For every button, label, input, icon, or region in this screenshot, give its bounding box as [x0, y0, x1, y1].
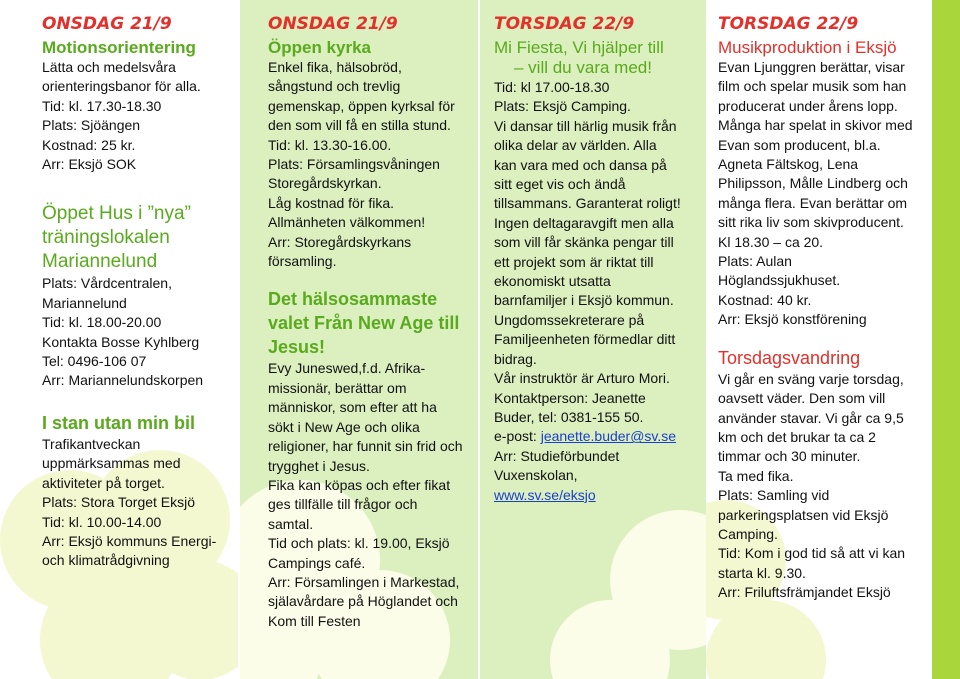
title-line: träningslokalen	[42, 227, 170, 249]
text-line: församling.	[268, 253, 337, 270]
text-line: Vår instruktör är Arturo Mori.	[494, 370, 670, 387]
event-title: Musikproduktion i Eksjö	[718, 38, 897, 57]
event-title: I stan utan min bil	[42, 412, 196, 433]
event-title: Motionsorientering	[42, 38, 196, 57]
text-line: tillsammans. Garanterat roligt!	[494, 195, 681, 212]
email-link[interactable]: jeanette.buder@sv.se	[540, 428, 677, 445]
event-details	[42, 58, 238, 174]
title-line: Jesus!	[268, 337, 326, 358]
text-line: Allmänheten välkommen!	[268, 214, 426, 231]
text-line: många flera. Evan berättar om	[718, 194, 908, 211]
text-line: Arr: Eksjö konstförening	[718, 311, 867, 328]
text-line: som vill får skänka pengar till	[494, 234, 674, 251]
column-1	[0, 0, 238, 679]
text-line: Plats: Sjöängen	[42, 117, 141, 134]
text-line: Arr: Mariannelundskorpen	[42, 372, 204, 389]
text-line: Arr: Friluftsfrämjandet Eksjö	[718, 584, 891, 601]
text-line: Fika kan köpas och efter fikat	[268, 476, 451, 493]
text-line: och klimatrådgivning	[42, 552, 170, 569]
text-line: missionär, berättar om	[268, 379, 407, 396]
text-line: Storegårdskyrkan.	[268, 175, 382, 192]
text-line: Evan Ljunggren berättar, visar	[718, 59, 905, 75]
event-details	[718, 370, 932, 603]
text-line: Plats: Eksjö Camping.	[494, 98, 631, 115]
text-line: Buder, tel: 0381-155 50.	[494, 408, 644, 425]
text-line: Höglandssjukhuset.	[718, 272, 841, 289]
accent-bar	[932, 0, 960, 679]
event-title: Torsdagsvandring	[718, 347, 861, 368]
text-line: Tid: kl. 10.00-14.00	[42, 513, 162, 530]
day-heading: TORSDAG 22/9	[494, 14, 635, 34]
text-line: Plats: Stora Torget Eksjö	[42, 494, 196, 511]
text-line: gemenskap, öppen kyrksal för	[268, 97, 455, 114]
text-line: Tid: kl. 17.30-18.30	[42, 97, 162, 114]
text-line: Campings café.	[268, 554, 366, 571]
column-2	[240, 0, 478, 679]
event-title	[494, 38, 706, 78]
text-line: Mariannelund	[42, 294, 127, 311]
text-line: Många har spelat in skivor med	[718, 117, 913, 134]
text-line: Plats: Församlingsvåningen	[268, 156, 440, 173]
text-line: parkeringsplatsen vid Eksjö	[718, 506, 889, 523]
text-line: Kostnad: 25 kr.	[42, 136, 136, 153]
text-line: km och det brukar ta ca 2	[718, 428, 876, 445]
text-line: Arr: Eksjö SOK	[42, 156, 137, 173]
text-line: Familjeenheten förmedlar ditt	[494, 331, 676, 348]
text-line: Ta med fika.	[718, 467, 794, 484]
text-line: sitt eget vis och ändå	[494, 176, 626, 193]
text-line: Lätta och medelsvåra	[42, 59, 176, 75]
title-line: – vill du vara med!	[514, 58, 652, 77]
day-heading: ONSDAG 21/9	[42, 14, 172, 34]
text-line: starta kl. 9.30.	[718, 564, 806, 581]
text-line: Arr: Storegårdskyrkans	[268, 233, 412, 250]
text-line: ekonomiskt utsatta	[494, 273, 611, 290]
text-line: Ingen deltagaravgift men alla	[494, 214, 674, 231]
text-line: Arr: Eksjö kommuns Energi-	[42, 532, 217, 549]
event-details	[494, 78, 706, 505]
text-line: Arr: Studieförbundet	[494, 447, 620, 464]
text-line: religioner, har funnit sin frid och	[268, 438, 463, 455]
text-line: Enkel fika, hälsobröd,	[268, 59, 402, 75]
text-line: människor, som efter att ha	[268, 399, 437, 416]
text-line: sångstund och trevlig	[268, 78, 401, 95]
text-line: Kostnad: 40 kr.	[718, 291, 812, 308]
event-title: Öppen kyrka	[268, 38, 371, 57]
day-heading: ONSDAG 21/9	[268, 14, 398, 34]
event-title	[268, 287, 478, 359]
event-details	[718, 58, 932, 330]
text-line: Philipsson, Målle Lindberg och	[718, 175, 908, 192]
text-line: kan vara med och dansa på	[494, 156, 667, 173]
text-line: producerat under årens lopp.	[718, 97, 898, 114]
text-line	[494, 486, 706, 505]
column-4	[706, 0, 932, 679]
text-line: bidrag.	[494, 350, 537, 367]
event-details	[42, 274, 238, 390]
title-line: valet Från New Age till	[268, 313, 460, 334]
text-line: Evan som producent, bl.a.	[718, 136, 881, 153]
website-link[interactable]: www.sv.se/eksjo	[494, 486, 596, 503]
text-line: Plats: Aulan	[718, 253, 792, 270]
title-line: Det hälsosammaste	[268, 289, 438, 310]
text-line: timmar och 30 minuter.	[718, 448, 861, 465]
event-details	[268, 359, 478, 631]
text-line: Tid: kl 17.00-18.30	[494, 79, 610, 95]
text-line: Tel: 0496-106 07	[42, 353, 147, 370]
text-line: Evy Juneswed,f.d. Afrika-	[268, 360, 426, 377]
text-line: aktiviteter på torget.	[42, 474, 165, 491]
text-line: Trafikantveckan	[42, 435, 141, 452]
text-line: Plats: Samling vid	[718, 487, 830, 504]
event-details	[42, 435, 238, 571]
text-line: ett projekt som är riktat till	[494, 253, 654, 270]
title-line: Mi Fiesta, Vi hjälper till	[494, 38, 664, 57]
text-line: orienteringsbanor för alla.	[42, 78, 201, 95]
text-line: ges tillfälle till frågor och	[268, 496, 418, 513]
text-line: trygghet i Jesus.	[268, 457, 370, 474]
text-line: Kom till Festen	[268, 612, 361, 629]
text-line: Låg kostnad för fika.	[268, 194, 395, 211]
text-line: Kontakta Bosse Kyhlberg	[42, 333, 200, 350]
text-line: Tid och plats: kl. 19.00, Eksjö	[268, 535, 450, 552]
email-label: e-post:	[494, 428, 541, 445]
text-line: Vi går en sväng varje torsdag,	[718, 370, 904, 387]
text-line: barnfamiljer i Eksjö kommun.	[494, 292, 674, 309]
text-line: den som vill få en stilla stund.	[268, 117, 451, 134]
event-details	[268, 58, 478, 271]
title-line: Mariannelund	[42, 251, 158, 273]
text-line: använder stavar. Vi går ca 9,5	[718, 409, 904, 426]
text-line	[494, 427, 706, 446]
text-line: oavsett väder. Den som vill	[718, 390, 886, 407]
text-line: själavårdare på Höglandet och	[268, 593, 458, 610]
text-line: Ungdomssekreterare på	[494, 311, 645, 328]
title-line: Öppet Hus i ”nya”	[42, 203, 191, 225]
text-line: sökt i New Age och olika	[268, 418, 420, 435]
text-line: Kontaktperson: Jeanette	[494, 389, 646, 406]
text-line: Plats: Vårdcentralen,	[42, 275, 172, 292]
day-heading: TORSDAG 22/9	[718, 14, 859, 34]
text-line: Camping.	[718, 525, 778, 542]
event-title	[42, 202, 238, 274]
text-line: sitt rika liv som skivproducent.	[718, 214, 904, 231]
text-line: Tid: kl. 18.00-20.00	[42, 314, 162, 331]
text-line: Tid: kl. 13.30-16.00.	[268, 136, 392, 153]
text-line: olika delar av världen. Alla	[494, 137, 657, 154]
text-line: Kl 18.30 – ca 20.	[718, 233, 824, 250]
text-line: samtal.	[268, 515, 314, 532]
column-3	[480, 0, 706, 679]
text-line: Vi dansar till härlig musik från	[494, 117, 677, 134]
text-line: film och spelar musik som han	[718, 78, 907, 95]
text-line: Agneta Fältskog, Lena	[718, 156, 859, 173]
text-line: Tid: Kom i god tid så att vi kan	[718, 545, 906, 562]
text-line: Vuxenskolan,	[494, 467, 578, 484]
text-line: Arr: Församlingen i Markestad,	[268, 573, 460, 590]
text-line: uppmärksammas med	[42, 455, 181, 472]
